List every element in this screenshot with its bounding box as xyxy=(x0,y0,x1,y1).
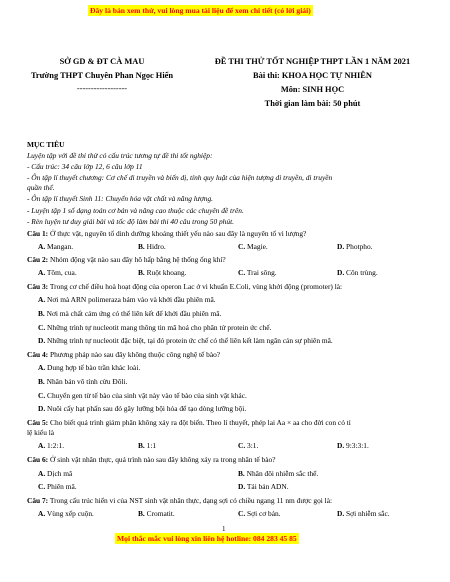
objective-line: Luyện tập với đề thi thử có cấu trúc tương tự đề thi tốt nghiệp: xyxy=(27,151,213,160)
question-text: Nhóm động vật nào sau đây hô hấp bằng hệ thống ống khí? xyxy=(50,255,226,264)
option: C. 3:1. xyxy=(238,441,259,450)
exam-subject: Môn: SINH HỌC xyxy=(280,85,345,94)
question-text: Trong cấu trúc hiển vi của NST sinh vật nhân thực, dạng sợi có chiều ngang 11 nm được gọi là: xyxy=(49,496,333,505)
option: B. Nhân đôi nhiễm sắc thể. xyxy=(238,469,319,478)
objective-line: - Rèn luyện tư duy giải bài và tốc độ làm bài thi 40 câu trong 50 phút. xyxy=(27,217,234,226)
objective-line: - Ôn tập lí thuyết chương: Cơ chế di truyền và biến dị, tính quy luật của hiện tượng di truyền, di truyền xyxy=(27,173,333,182)
question-label: Câu 6: xyxy=(27,455,49,464)
bottom-hotline-banner: Mọi thắc mắc vui lòng xin liên hệ hotline: 084 283 45 85 xyxy=(117,534,297,543)
option: A. Dịch mã xyxy=(38,469,73,478)
option: C. Trai sông. xyxy=(238,268,277,277)
option: C. Những trình tự nucleotit mang thông tin mã hoá cho phân tử protein ức chế. xyxy=(38,323,272,332)
option: B. 1:1 xyxy=(138,441,157,450)
school-department: SỞ GD & ĐT CÀ MAU xyxy=(59,57,145,66)
option: B. Hiđro. xyxy=(138,242,166,251)
option: C. Sợi cơ bản. xyxy=(238,509,281,518)
exam-duration: Thời gian làm bài: 50 phút xyxy=(264,99,361,108)
question-label: Câu 5: xyxy=(27,418,49,427)
school-name: Trường THPT Chuyên Phan Ngọc Hiển xyxy=(30,71,174,80)
option: A. Tôm, cua. xyxy=(38,268,77,277)
question-label: Câu 1: xyxy=(27,229,49,238)
option: D. Nuôi cấy hạt phấn sau đó gây lưỡng bội hóa để tạo dòng lưỡng bội. xyxy=(38,404,247,413)
objective-line: - Ôn tập lí thuyết Sinh 11: Chuyển hóa vật chất và năng lượng. xyxy=(27,194,214,203)
question-text: Phương pháp nào sau đây không thuộc công nghệ tế bào? xyxy=(50,350,221,359)
option: A. Vùng xếp cuộn. xyxy=(38,509,94,518)
question-2 xyxy=(27,255,226,265)
objective-line: - Luyện tập 1 số dạng toán cơ bản và nâng cao thuộc các chuyên đề trên. xyxy=(27,206,244,215)
question-label: Câu 7: xyxy=(27,496,49,505)
question-text: Trong cơ chế điều hoà hoạt động của operon Lac ở vi khuẩn E.Coli, vùng khởi động (promoter) là: xyxy=(49,282,343,291)
question-6 xyxy=(27,455,275,465)
option: C. Chuyển gen từ tế bào của sinh vật này vào tế bào của sinh vật khác. xyxy=(38,391,247,400)
question-text: Cho biết quá trình giảm phân không xảy ra đột biến. Theo lí thuyết, phép lai Aa × aa cho đời con có tỉ xyxy=(50,418,351,427)
option: D. Tái bản ADN. xyxy=(238,482,289,491)
question-1 xyxy=(27,229,306,239)
question-7 xyxy=(27,496,332,506)
option: A. 1:2:1. xyxy=(38,441,65,450)
objective-line: - Cấu trúc: 34 câu lớp 12, 6 câu lớp 11 xyxy=(27,162,143,171)
question-4 xyxy=(27,350,220,360)
question-label: Câu 2: xyxy=(27,255,49,264)
option: D. 9:3:3:1. xyxy=(337,441,369,450)
exam-title: ĐỀ THI THỬ TỐT NGHIỆP THPT LẦN 1 NĂM 2021 xyxy=(214,57,411,66)
question-label: Câu 4: xyxy=(27,350,49,359)
question-3 xyxy=(27,282,342,292)
question-text: Ở thực vật, nguyên tố dinh dưỡng khoáng thiết yếu nào sau đây là nguyên tố vi lượng? xyxy=(50,229,307,238)
top-preview-banner: Đây là bản xem thử, vui lòng mua tài liệu để xem chi tiết (có lời giải) xyxy=(90,6,311,15)
option: D. Những trình tự nucleotit đặc biệt, tại đó protein ức chế có thể liên kết làm ngăn cản sự phiên mã. xyxy=(38,336,333,345)
option: A. Nơi mà ARN polimeraza bám vào và khởi đầu phiên mã. xyxy=(38,295,216,304)
option: D. Sợi nhiễm sắc. xyxy=(337,509,390,518)
option: B. Nơi mà chất cảm ứng có thể liên kết để khởi đầu phiên mã. xyxy=(38,309,222,318)
option: C. Phiên mã. xyxy=(38,482,77,491)
objective-title: MỤC TIÊU xyxy=(27,140,65,149)
question-label: Câu 3: xyxy=(27,282,49,291)
option: D. Côn trùng. xyxy=(337,268,378,277)
header-rule: ------------------ xyxy=(76,84,128,93)
question-text: Ở sinh vật nhân thực, quá trình nào sau đây không xảy ra trong nhân tế bào? xyxy=(50,455,276,464)
option: D. Photpho. xyxy=(337,242,373,251)
option: A. Mangan. xyxy=(38,242,74,251)
option: A. Dung hợp tế bào trần khác loài. xyxy=(38,363,141,372)
option: B. Cromatit. xyxy=(138,509,175,518)
question-5 xyxy=(27,418,351,428)
option: B. Nhân bản vô tính cừu Đôli. xyxy=(38,377,128,386)
option: B. Ruột khoang. xyxy=(138,268,187,277)
question-text-continued: lệ kiểu là xyxy=(27,428,55,437)
page-number: 1 xyxy=(222,525,226,533)
exam-subject-group: Bài thi: KHOA HỌC TỰ NHIÊN xyxy=(253,71,372,80)
option: C. Magie. xyxy=(238,242,268,251)
objective-line: quần thể. xyxy=(27,183,55,192)
